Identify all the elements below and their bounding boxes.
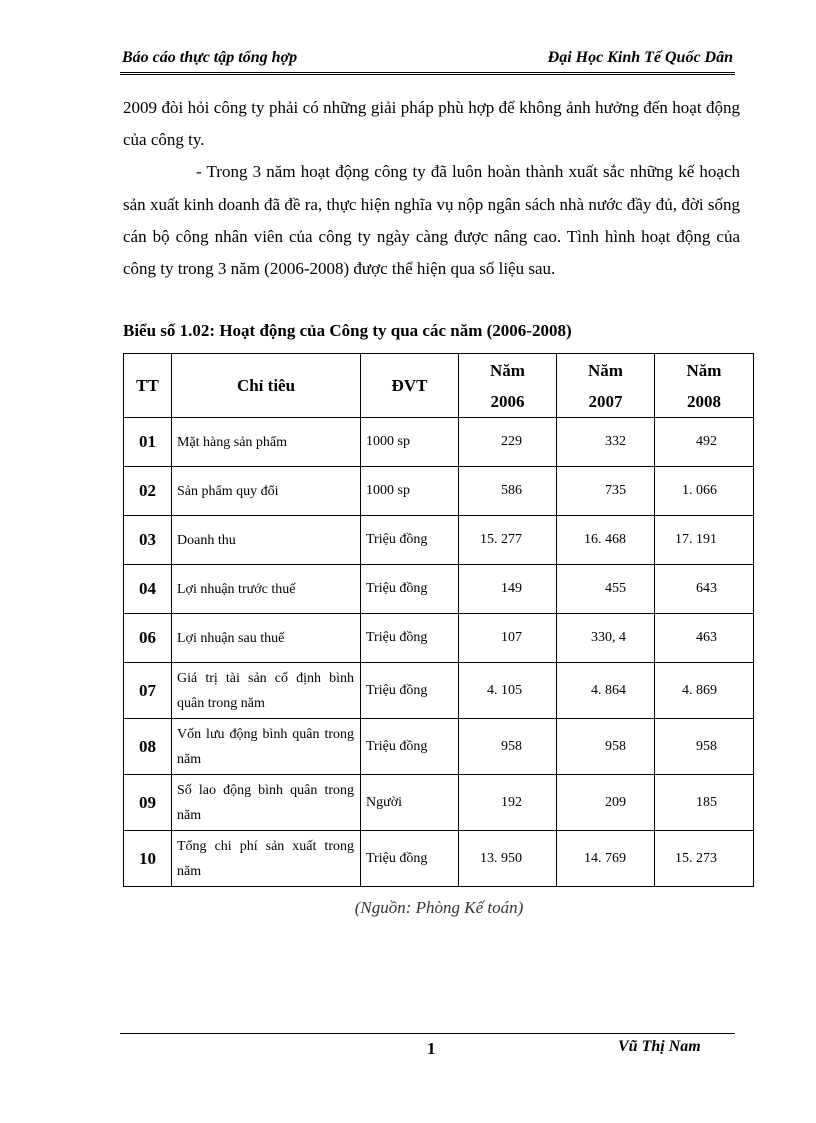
row-value-2007: 958: [557, 719, 655, 775]
row-value-2007: 4. 864: [557, 663, 655, 719]
row-value-2008: 1. 066: [655, 467, 754, 516]
row-value-2008: 463: [655, 614, 754, 663]
row-indicator: Vốn lưu động bình quân trong năm: [172, 719, 361, 775]
header-year-2007: Năm 2007: [557, 354, 655, 418]
table-row: [124, 614, 754, 663]
row-value-2006: 958: [459, 719, 557, 775]
row-value-2007: 332: [557, 418, 655, 467]
row-value-2007: 16. 468: [557, 516, 655, 565]
row-tt: 01: [124, 418, 172, 467]
table-row: [124, 663, 754, 719]
row-value-2007: 735: [557, 467, 655, 516]
table-row: [124, 467, 754, 516]
row-value-2006: 149: [459, 565, 557, 614]
header-report-title: Báo cáo thực tập tổng hợp: [122, 49, 298, 66]
row-value-2008: 17. 191: [655, 516, 754, 565]
row-value-2007: 209: [557, 775, 655, 831]
row-unit: Người: [361, 775, 459, 831]
row-indicator: Lợi nhuận trước thuế: [172, 565, 361, 614]
row-value-2007: 330, 4: [557, 614, 655, 663]
row-value-2006: 229: [459, 418, 557, 467]
row-indicator: Giá trị tài sản cố định bình quân trong năm: [172, 663, 361, 719]
row-value-2007: 455: [557, 565, 655, 614]
activity-table: [123, 353, 754, 887]
table-row: [124, 831, 754, 887]
row-unit: Triệu đồng: [361, 663, 459, 719]
row-unit: Triệu đồng: [361, 565, 459, 614]
table-row: [124, 565, 754, 614]
row-indicator: Tổng chi phí sản xuất trong năm: [172, 831, 361, 887]
row-indicator: Mặt hàng sản phẩm: [172, 418, 361, 467]
row-indicator: Sản phẩm quy đổi: [172, 467, 361, 516]
row-tt: 09: [124, 775, 172, 831]
row-unit: 1000 sp: [361, 467, 459, 516]
row-tt: 06: [124, 614, 172, 663]
footer-author: Vũ Thị Nam: [618, 1038, 701, 1055]
row-value-2006: 192: [459, 775, 557, 831]
row-unit: Triệu đồng: [361, 516, 459, 565]
page-number: 1: [427, 1039, 436, 1058]
header-year-2006: Năm 2006: [459, 354, 557, 418]
row-value-2008: 643: [655, 565, 754, 614]
row-tt: 10: [124, 831, 172, 887]
table-source-note: (Nguồn: Phòng Kế toán): [354, 898, 524, 917]
table-header-row: [124, 354, 754, 418]
row-value-2008: 492: [655, 418, 754, 467]
row-value-2008: 958: [655, 719, 754, 775]
body-text: [123, 92, 740, 285]
row-value-2007: 14. 769: [557, 831, 655, 887]
row-tt: 07: [124, 663, 172, 719]
paragraph-2: - Trong 3 năm hoạt động công ty đã luôn hoàn thành xuất sắc những kế hoạch sản xuất kinh doanh đã đề ra, thực hiện nghĩa vụ nộp ngân sách nhà nước đầy đủ, đời sống cán bộ công nhân viên của công ty ngày càng được nâng cao. Tình hình hoạt động của công ty trong 3 năm (2006-2008) được thể hiện qua số liệu sau.: [123, 162, 740, 279]
footer-divider: [120, 1033, 735, 1034]
table-caption: Biểu số 1.02: Hoạt động của Công ty qua các năm (2006-2008): [123, 321, 572, 340]
table-row: [124, 775, 754, 831]
row-value-2008: 4. 869: [655, 663, 754, 719]
row-value-2006: 13. 950: [459, 831, 557, 887]
row-value-2006: 107: [459, 614, 557, 663]
row-value-2006: 15. 277: [459, 516, 557, 565]
header-tt: TT: [124, 354, 172, 418]
row-value-2008: 15. 273: [655, 831, 754, 887]
header-year-2008: Năm 2008: [655, 354, 754, 418]
page-header: [120, 44, 735, 75]
row-value-2008: 185: [655, 775, 754, 831]
row-unit: Triệu đồng: [361, 831, 459, 887]
row-value-2006: 586: [459, 467, 557, 516]
header-university: Đại Học Kinh Tế Quốc Dân: [547, 49, 733, 66]
row-indicator: Doanh thu: [172, 516, 361, 565]
row-tt: 04: [124, 565, 172, 614]
header-indicator: Chỉ tiêu: [172, 354, 361, 418]
row-value-2006: 4. 105: [459, 663, 557, 719]
row-unit: Triệu đồng: [361, 614, 459, 663]
table-row: [124, 719, 754, 775]
row-indicator: Số lao động bình quân trong năm: [172, 775, 361, 831]
row-unit: 1000 sp: [361, 418, 459, 467]
row-indicator: Lợi nhuận sau thuế: [172, 614, 361, 663]
row-unit: Triệu đồng: [361, 719, 459, 775]
row-tt: 02: [124, 467, 172, 516]
paragraph-1: 2009 đòi hỏi công ty phải có những giải pháp phù hợp để không ảnh hưởng đến hoạt động của công ty.: [123, 98, 740, 150]
row-tt: 03: [124, 516, 172, 565]
table-row: [124, 418, 754, 467]
table-row: [124, 516, 754, 565]
row-tt: 08: [124, 719, 172, 775]
header-unit: ĐVT: [361, 354, 459, 418]
